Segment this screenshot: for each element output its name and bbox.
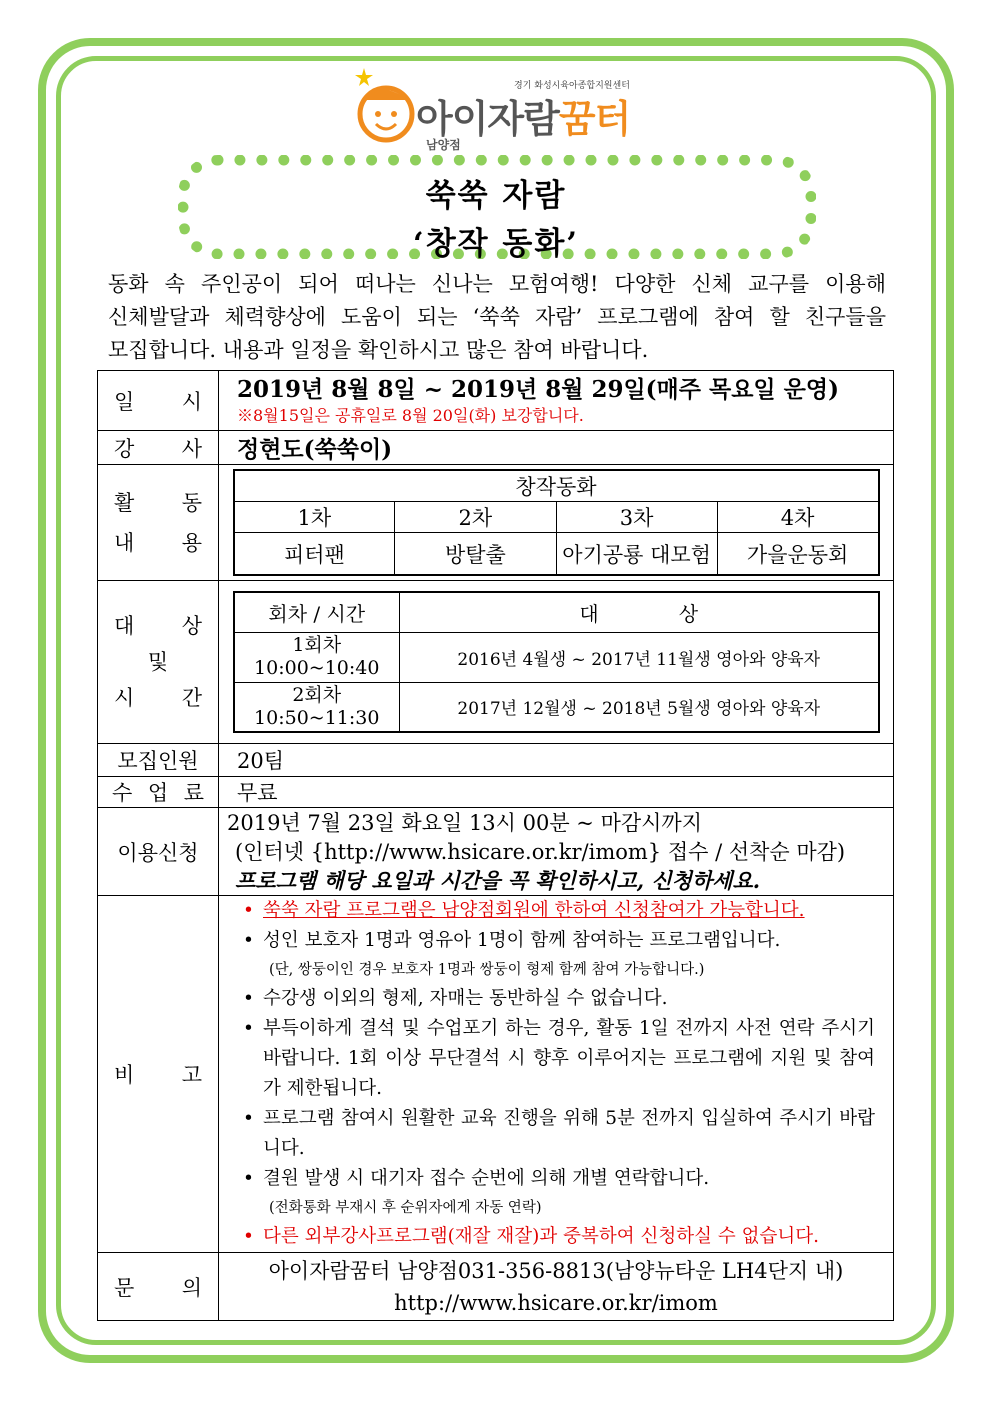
apply-period: 2019년 7월 23일 화요일 13시 00분 ~ 마감시까지 (227, 810, 703, 835)
activity-title: 피터팬 (234, 533, 395, 575)
label-recruit: 모집인원 (98, 744, 219, 777)
schedule-time: 10:50~11:30 (254, 706, 380, 729)
date-note: ※8월15일은 공휴일로 8월 20일(화) 보강합니다. (237, 405, 584, 425)
row-date (98, 371, 894, 431)
activity-title: 방탈출 (395, 533, 556, 575)
intro-paragraph (108, 268, 886, 367)
apply-method: (인터넷 {http://www.hsicare.or.kr/imom} 접수 / 선착순 마감) (235, 839, 846, 864)
remark-item: • 결원 발생 시 대기자 접수 순번에 의해 개별 연락합니다. (243, 1168, 710, 1189)
row-fee (98, 777, 894, 808)
schedule-header-target: 대 상 (400, 592, 879, 632)
logo-face-icon (352, 66, 416, 146)
schedule-round: 2회차 (292, 683, 342, 706)
row-apply (98, 808, 894, 896)
intro-line: 동화 속 주인공이 되어 떠나는 신나는 모험여행! 다양한 신체 교구를 이용해 (108, 272, 886, 296)
remark-item: • 프로그램 참여시 원활한 교육 진행을 위해 5분 전까지 입실하여 주시기 바랍니다. (243, 1108, 875, 1159)
label-apply: 이용신청 (98, 808, 219, 896)
value-fee (219, 777, 894, 808)
recruit-count: 20팀 (237, 749, 285, 773)
row-contact (98, 1253, 894, 1321)
activity-table (233, 469, 880, 576)
activity-round: 2차 (395, 502, 556, 533)
label-activity: 활 동 내 용 (98, 465, 219, 581)
label-date: 일 시 (98, 371, 219, 431)
value-apply (219, 808, 894, 896)
remark-item: • 쑥쑥 자람 프로그램은 남양점회원에 한하여 신청참여가 가능합니다. (243, 900, 805, 921)
value-instructor (219, 431, 894, 465)
logo-name-part2: 꿈터 (558, 97, 631, 141)
activity-title: 아기공룡 대모험 (556, 533, 717, 575)
remark-item: • 수강생 이외의 형제, 자매는 동반하실 수 없습니다. (243, 988, 668, 1009)
label-remarks: 비 고 (98, 896, 219, 1253)
label-target-time: 대 상 및 시 간 (98, 581, 219, 744)
intro-line: 신체발달과 체력향상에 도움이 되는 ‘쑥쑥 자람’ 프로그램에 참여 할 친구들을 (108, 305, 886, 329)
value-target-time (219, 581, 894, 744)
page-title: 쑥쑥 자람 (425, 178, 567, 214)
row-target-time (98, 581, 894, 744)
logo (352, 66, 652, 156)
value-date (219, 371, 894, 431)
remark-note: (단, 쌍둥이인 경우 보호자 1명과 쌍둥이 형제 함께 참여 가능합니다.) (269, 962, 705, 978)
schedule-round: 1회차 (292, 634, 342, 656)
activity-round: 3차 (556, 502, 717, 533)
logo-subtitle: 경기 화성시육아종합지원센터 (514, 81, 630, 91)
contact-phone: 아이자람꿈터 남양점031-356-8813(남양뉴타운 LH4단지 내) (268, 1258, 844, 1283)
schedule-table (233, 591, 880, 733)
value-activity (219, 465, 894, 581)
label-contact: 문 의 (98, 1253, 219, 1321)
contact-website-link[interactable]: http://www.hsicare.or.kr/imom (394, 1290, 718, 1315)
activity-title: 가을운동회 (717, 533, 878, 575)
schedule-target: 2016년 4월생 ~ 2017년 11월생 영아와 양육자 (400, 632, 879, 682)
logo-name-part1: 아이자람 (416, 97, 559, 141)
schedule-target: 2017년 12월생 ~ 2018년 5월생 영아와 양육자 (400, 682, 879, 732)
logo-name (416, 88, 630, 143)
program-info-table (97, 370, 894, 1321)
schedule-header-round: 회차 / 시간 (234, 592, 400, 632)
activity-round: 1차 (234, 502, 395, 533)
remark-note: (전화통화 부재시 후 순위자에게 자동 연락) (269, 1200, 542, 1216)
row-activity (98, 465, 894, 581)
fee-amount: 무료 (237, 781, 278, 805)
value-contact (219, 1253, 894, 1321)
row-recruit (98, 744, 894, 777)
page-subtitle: ‘창작 동화’ (412, 226, 580, 262)
apply-reminder: 프로그램 해당 요일과 시간을 꼭 확인하시고, 신청하세요. (235, 867, 761, 893)
remark-item: • 부득이하게 결석 및 수업포기 하는 경우, 활동 1일 전까지 사전 연락 주시기 바랍니다. 1회 이상 무단결석 시 향후 이루어지는 프로그램에 지원 및 참여가 제한됩니다. (243, 1018, 875, 1099)
schedule-row (234, 632, 879, 682)
logo-branch: 남양점 (426, 138, 461, 152)
schedule-time: 10:00~10:40 (254, 657, 380, 679)
label-instructor: 강 사 (98, 431, 219, 465)
activity-header: 창작동화 (234, 470, 879, 502)
date-range: 2019년 8월 8일 ~ 2019년 8월 29일(매주 목요일 운영) (237, 375, 839, 403)
value-remarks (219, 896, 894, 1253)
remark-item: • 다른 외부강사프로그램(재잘 재잘)과 중복하여 신청하실 수 없습니다. (243, 1226, 819, 1247)
activity-round: 4차 (717, 502, 878, 533)
row-instructor (98, 431, 894, 465)
row-remarks (98, 896, 894, 1253)
instructor-name: 정현도(쑥쑥이) (237, 436, 393, 463)
value-recruit (219, 744, 894, 777)
label-fee: 수 업 료 (98, 777, 219, 808)
remark-item: • 성인 보호자 1명과 영유아 1명이 함께 참여하는 프로그램입니다. (243, 930, 781, 951)
intro-line: 모집합니다. 내용과 일정을 확인하시고 많은 참여 바랍니다. (108, 338, 649, 362)
schedule-row (234, 682, 879, 732)
